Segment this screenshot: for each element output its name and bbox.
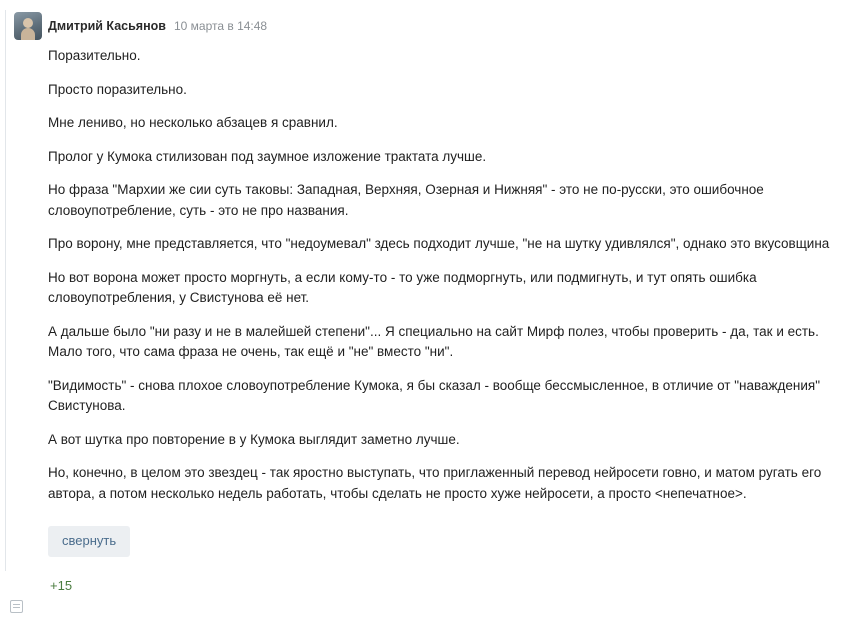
comment-paragraph: Просто поразительно. [48, 81, 187, 97]
comment-timestamp[interactable]: 10 марта в 14:48 [173, 19, 268, 33]
comment-paragraph: Пролог у Кумока стилизован под заумное изложение трактата лучше. [48, 148, 487, 164]
comment-paragraph: А дальше было "ни разу и не в малейшей степени"... Я специально на сайт Мирф полез, чтобы проверить - да, так и есть. Мало того, что сама фраза не очень, так ещё и "не" вместо "ни". [48, 323, 819, 359]
comment-box-icon[interactable] [10, 600, 23, 613]
comment-paragraph: Но фраза "Мархии же сии суть таковы: Западная, Верхняя, Озерная и Нижняя" - это не по-русски, это ошибочное словоупотребление, суть - это не про названия. [48, 182, 764, 218]
comment-paragraph: "Видимость" - снова плохое словоупотребление Кумока, я бы сказал - вообще бессмысленное, в отличие от "наваждения" Свистунова. [48, 377, 821, 413]
comment-author[interactable]: Дмитрий Касьянов [48, 19, 166, 33]
comment-paragraph: Мне лениво, но несколько абзацев я сравнил. [48, 115, 338, 130]
comment-paragraph: Но, конечно, в целом это звездец - так яростно выступать, что приглаженный перевод нейросети говно, и матом ругать его автора, а потом несколько недель работать, чтобы сделать не просто хуже нейросети, а просто <непечатное>. [48, 465, 822, 501]
avatar[interactable] [14, 12, 42, 40]
thread-line [5, 10, 6, 571]
rating-value[interactable]: +15 [50, 578, 73, 593]
comment-body [48, 46, 830, 593]
comment-paragraph: Поразительно. [48, 48, 141, 63]
comment-header [48, 12, 830, 40]
comment-paragraph: А вот шутка про повторение в у Кумока выглядит заметно лучше. [48, 431, 460, 447]
comment-paragraph: Но вот ворона может просто моргнуть, а если кому-то - то уже подморгнуть, или подмигнуть, и тут опять ошибка словоупотребления, у Свистунова её нет. [48, 269, 757, 305]
comment-paragraph: Про ворону, мне представляется, что "недоумевал" здесь подходит лучше, "не на шутку удивлялся", однако это вкусовщина [48, 236, 830, 251]
collapse-button[interactable]: свернуть [48, 526, 130, 557]
